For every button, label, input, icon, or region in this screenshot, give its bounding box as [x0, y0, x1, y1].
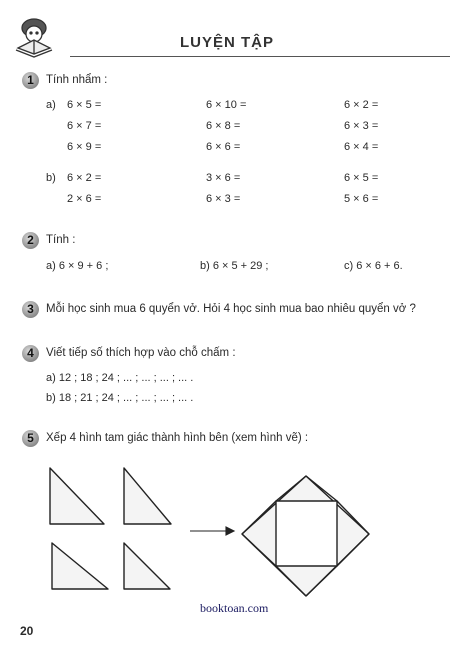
- exercise-3-number: 3: [22, 301, 39, 318]
- ex2-item-c: c) 6 × 6 + 6.: [344, 260, 403, 272]
- ex1b-col3-row1: 6 × 5 =: [344, 172, 379, 184]
- page-number: 20: [20, 624, 34, 638]
- exercise-5-number: 5: [22, 430, 39, 447]
- assembled-figure: [242, 476, 369, 596]
- part-b-label: b): [46, 172, 56, 184]
- triangle-1: [50, 468, 104, 524]
- exercise-1-instruction: Tính nhẩm :: [46, 74, 108, 86]
- exercise-1-number: 1: [22, 72, 39, 89]
- exercise-4-number: 4: [22, 345, 39, 362]
- arrow-icon: [190, 527, 234, 535]
- ex2-item-b: b) 6 × 5 + 29 ;: [200, 260, 269, 272]
- ex1a-col2-row2: 6 × 8 =: [206, 120, 241, 132]
- triangle-2: [124, 468, 171, 524]
- ex1b-col2-row2: 6 × 3 =: [206, 193, 241, 205]
- ex1a-col2-row3: 6 × 6 =: [206, 141, 241, 153]
- ex4-item-b: b) 18 ; 21 ; 24 ; ... ; ... ; ... ; ... .: [46, 392, 194, 404]
- ex1b-col1-row2: 2 × 6 =: [67, 193, 102, 205]
- ex1b-col1-row1: 6 × 2 =: [67, 172, 102, 184]
- ex1b-col3-row2: 5 × 6 =: [344, 193, 379, 205]
- exercise-3-text: Mỗi học sinh mua 6 quyển vở. Hỏi 4 học sinh mua bao nhiêu quyển vở ?: [46, 303, 416, 315]
- exercise-5-text: Xếp 4 hình tam giác thành hình bên (xem hình vẽ) :: [46, 432, 309, 444]
- exercise-2-number: 2: [22, 232, 39, 249]
- ex1a-col3-row2: 6 × 3 =: [344, 120, 379, 132]
- ex1a-col1-row3: 6 × 9 =: [67, 141, 102, 153]
- exercise-4-instruction: Viết tiếp số thích hợp vào chỗ chấm :: [46, 347, 236, 359]
- triangle-3: [52, 543, 108, 589]
- ex4-item-a: a) 12 ; 18 ; 24 ; ... ; ... ; ... ; ... .: [46, 372, 194, 384]
- ex1b-col2-row1: 3 × 6 =: [206, 172, 241, 184]
- part-a-label: a): [46, 99, 56, 111]
- page-title: LUYỆN TẬP: [180, 34, 275, 51]
- ex1a-col1-row1: 6 × 5 =: [67, 99, 102, 111]
- triangle-4: [124, 543, 170, 589]
- ex1a-col2-row1: 6 × 10 =: [206, 99, 247, 111]
- site-watermark: booktoan.com: [200, 601, 269, 615]
- ex2-item-a: a) 6 × 9 + 6 ;: [46, 260, 109, 272]
- ex1a-col3-row3: 6 × 4 =: [344, 141, 379, 153]
- exercise-2-instruction: Tính :: [46, 234, 76, 246]
- ex1a-col1-row2: 6 × 7 =: [67, 120, 102, 132]
- ex1a-col3-row1: 6 × 2 =: [344, 99, 379, 111]
